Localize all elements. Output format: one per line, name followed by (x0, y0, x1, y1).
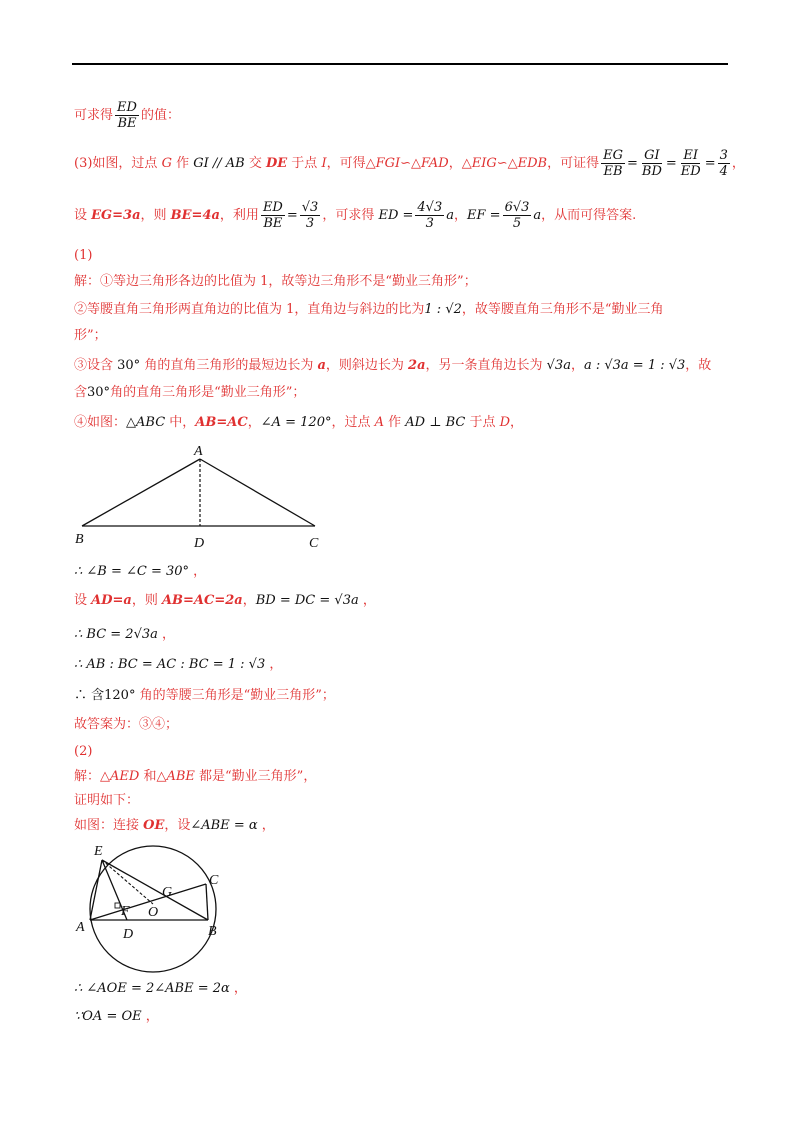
math-line-1: ∴ ∠B = ∠C = 30° ， (74, 564, 207, 579)
label-c: C (209, 873, 219, 888)
label-a: A (76, 920, 85, 935)
segment-ac (200, 459, 315, 526)
math-line-3: ∴ BC = 2√3a ， (74, 627, 176, 642)
text-line-5: 解：①等边三角形各边的比值为 1，故等边三角形不是“勤业三角形”； (74, 274, 477, 289)
fraction-sqrt3-3: $\frac{√3}{3}$ (301, 200, 319, 231)
text-line-9: 含30°角的直角三角形是“勤业三角形”； (74, 385, 306, 400)
fraction-gi-bd: $\frac{GI}{BD}$ (641, 148, 662, 179)
math-line-4: ∴ AB : BC = AC : BC = 1 : √3 ， (74, 657, 283, 672)
fraction-3-4: $\frac{3}{4}$ (719, 148, 728, 179)
label-d: D (123, 927, 134, 942)
text-line-1: 可求得 $\frac{ED}{BE}$ 的值： (74, 100, 180, 131)
label-d: D (194, 536, 205, 551)
segment-ae (90, 860, 102, 920)
math-line-10: ∴ ∠AOE = 2∠ABE = 2α ， (74, 981, 247, 996)
math-line-11: ∵OA = OE ， (74, 1009, 159, 1024)
text-line-7: 形”； (74, 328, 107, 343)
math-line-2: 设 AD=a，则 AB=AC=2a，BD = DC = √3a ， (74, 593, 376, 608)
part-1-label: (1) (74, 248, 93, 263)
label-b: B (208, 924, 217, 939)
label-g: G (162, 885, 173, 900)
circle-figure (70, 838, 230, 973)
segment-cb (206, 884, 208, 920)
math-line-9: 如图：连接 OE，设∠ABE = α ， (74, 818, 275, 833)
segment-eo (102, 860, 153, 904)
fraction-ed-be: $\frac{ED}{BE}$ (117, 100, 137, 131)
text-line-10: ④如图：△ABC 中，AB=AC，∠A = 120°，过点 A 作 AD ⊥ BC 于点 D， (74, 415, 524, 430)
fraction-4sqrt3-3: $\frac{4√3}{3}$ (417, 200, 443, 231)
label-f: F (121, 904, 130, 919)
math-line-5: ∴ 含120° 角的等腰三角形是“勤业三角形”； (74, 688, 335, 703)
segment-ab (82, 459, 200, 526)
right-angle-mark (115, 903, 120, 908)
fraction-ei-ed: $\frac{EI}{ED}$ (680, 148, 701, 179)
label-e: E (94, 844, 103, 859)
fraction-eg-eb: $\frac{EG}{EB}$ (603, 148, 623, 179)
label-b: B (75, 532, 84, 547)
answer-line: 故答案为：③④； (74, 717, 179, 732)
label-o: O (148, 905, 159, 920)
part-2-label: (2) (74, 744, 93, 759)
triangle-abc-figure (70, 440, 340, 555)
fraction-ed-be-2: $\frac{ED}{BE}$ (262, 200, 283, 231)
header-rule (72, 63, 728, 65)
proof-intro: 证明如下： (74, 793, 140, 808)
label-c: C (309, 536, 319, 551)
label-a: A (194, 444, 203, 459)
text-line-6: ②等腰直角三角形两直角边的比值为 1，直角边与斜边的比为1 : √2，故等腰直角三角形不是“勤业三角 (74, 302, 664, 317)
text-line-8: ③设含 30° 角的直角三角形的最短边长为 a，则斜边长为 2a，另一条直角边长为 √3a，a : √3a = 1 : √3，故 (74, 358, 712, 373)
text-line-3: 设 EG=3a，则 BE=4a，利用 $\frac{ED}{BE}$ = $\frac{√3}{3}$ ，可求得 ED = $\frac{4√3}{3}$ a，EF = $\frac{6√3}{5}$ a，从而可得答案. (74, 200, 637, 231)
fraction-6sqrt3-5: $\frac{6√3}{5}$ (504, 200, 530, 231)
math-line-7: 解：△AED 和△ABE 都是“勤业三角形”， (74, 769, 317, 784)
text-line-2: (3)如图，过点 G 作 GI // AB 交 DE 于点 I，可得△FGI∽△FAD，△EIG∽△EDB，可证得 $\frac{EG}{EB}$ = $\frac{GI}{BD}$ = $\frac{EI}{ED}$ = $\frac{3}{4}$ ， (74, 148, 745, 179)
